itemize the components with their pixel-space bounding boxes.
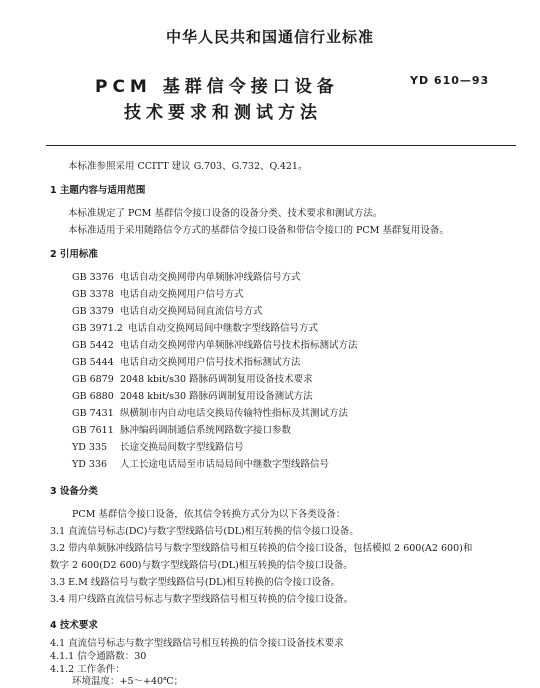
reference-title: 长途交换局间数字型线路信号 — [120, 442, 244, 453]
header-divider — [46, 145, 516, 146]
reference-code: GB 3971.2 — [72, 323, 123, 334]
section-3-intro: PCM 基群信令接口设备，依其信令转换方式分为以下各类设备： — [72, 509, 346, 520]
reference-title: 电话自动交换网用户信号方式 — [120, 289, 244, 300]
reference-item — [72, 289, 244, 301]
reference-title: 2048 kbit/s30 路脉码调制复用设备技术要求 — [120, 374, 313, 385]
section-2-heading: 2 引用标准 — [50, 249, 98, 260]
reference-title: 电话自动交换网用户信号技术指标测试方法 — [120, 357, 301, 368]
reference-item — [72, 306, 263, 318]
section-4-1-2: 4.1.2 工作条件： — [50, 664, 125, 675]
section-3-heading: 3 设备分类 — [50, 486, 98, 497]
section-4-1-1: 4.1.1 信令通路数：30 — [50, 651, 147, 662]
reference-code: GB 7611 — [72, 425, 114, 436]
reference-item — [72, 408, 348, 420]
reference-item — [72, 357, 301, 369]
reference-item — [72, 340, 358, 352]
reference-item — [72, 272, 301, 284]
reference-code: GB 6880 — [72, 391, 114, 402]
section-1-paragraph-1: 本标准规定了 PCM 基群信令接口设备的设备分类、技术要求和测试方法。 — [68, 208, 383, 219]
reference-title: 人工长途电话局至市话局局间中继数字型线路信号 — [120, 459, 330, 470]
reference-code: YD 336 — [72, 459, 108, 470]
reference-title: 电话自动交换网局间直流信号方式 — [120, 306, 263, 317]
reference-item — [72, 374, 313, 386]
reference-title: 电话自动交换网带内单频脉冲线路信号方式 — [120, 272, 301, 283]
section-3-item-1: 3.1 直流信号标志(DC)与数字型线路信号(DL)相互转换的信令接口设备。 — [50, 526, 359, 537]
reference-title: 2048 kbit/s30 路脉码调制复用设备测试方法 — [120, 391, 313, 402]
reference-title: 电话自动交换网局间中继数字型线路信号方式 — [128, 323, 319, 334]
section-3-item-2-continued: 数字 2 600(D2 600)与数字型线路信号(DL)相互转换的信令接口设备。 — [50, 560, 353, 571]
reference-item — [72, 391, 313, 403]
reference-code: GB 6879 — [72, 374, 114, 385]
section-3-item-4: 3.4 用户线路直流信号标志与数字型线路信号相互转换的信令接口设备。 — [50, 594, 354, 605]
section-4-heading: 4 技术要求 — [50, 620, 98, 631]
intro-text: 本标准参照采用 CCITT 建议 G.703、G.732、Q.421。 — [68, 161, 308, 172]
reference-code: GB 5444 — [72, 357, 114, 368]
reference-item — [72, 459, 329, 471]
reference-title: 纵横制市内自动电话交换局传输特性指标及其测试方法 — [120, 408, 349, 419]
section-3-item-2: 3.2 带内单频脉冲线路信号与数字型线路信号相互转换的信令接口设备，包括模拟 2 600(A2 600)和 — [50, 543, 473, 554]
reference-item — [72, 442, 244, 454]
industry-standard-header: 中华人民共和国通信行业标准 — [165, 28, 374, 46]
section-1-paragraph-2: 本标准适用于采用随路信令方式的基群信令接口设备和带信令接口的 PCM 基群复用设备。 — [68, 225, 449, 236]
reference-title: 脉冲编码调制通信系统网路数字接口参数 — [120, 425, 292, 436]
section-4-1: 4.1 直流信号标志与数字型线路信号相互转换的信令接口设备技术要求 — [50, 638, 344, 649]
section-3-item-3: 3.3 E.M 线路信号与数字型线路信号(DL)相互转换的信令接口设备。 — [50, 577, 341, 588]
reference-item — [72, 323, 318, 335]
reference-item — [72, 425, 291, 437]
standard-title-line1: PCM 基群信令接口设备 — [95, 77, 339, 97]
reference-code: GB 3376 — [72, 272, 114, 283]
reference-code: GB 5442 — [72, 340, 114, 351]
section-1-heading: 1 主题内容与适用范围 — [50, 185, 146, 196]
reference-code: YD 335 — [72, 442, 108, 453]
standard-title-line2: 技术要求和测试方法 — [124, 103, 322, 123]
standard-code: YD 610—93 — [410, 74, 490, 87]
reference-title: 电话自动交换网带内单频脉冲线路信号技术指标测试方法 — [120, 340, 358, 351]
reference-code: GB 7431 — [72, 408, 114, 419]
reference-code: GB 3378 — [72, 289, 114, 300]
reference-code: GB 3379 — [72, 306, 114, 317]
environment-temperature: 环境温度：+5～+40℃； — [72, 676, 184, 687]
